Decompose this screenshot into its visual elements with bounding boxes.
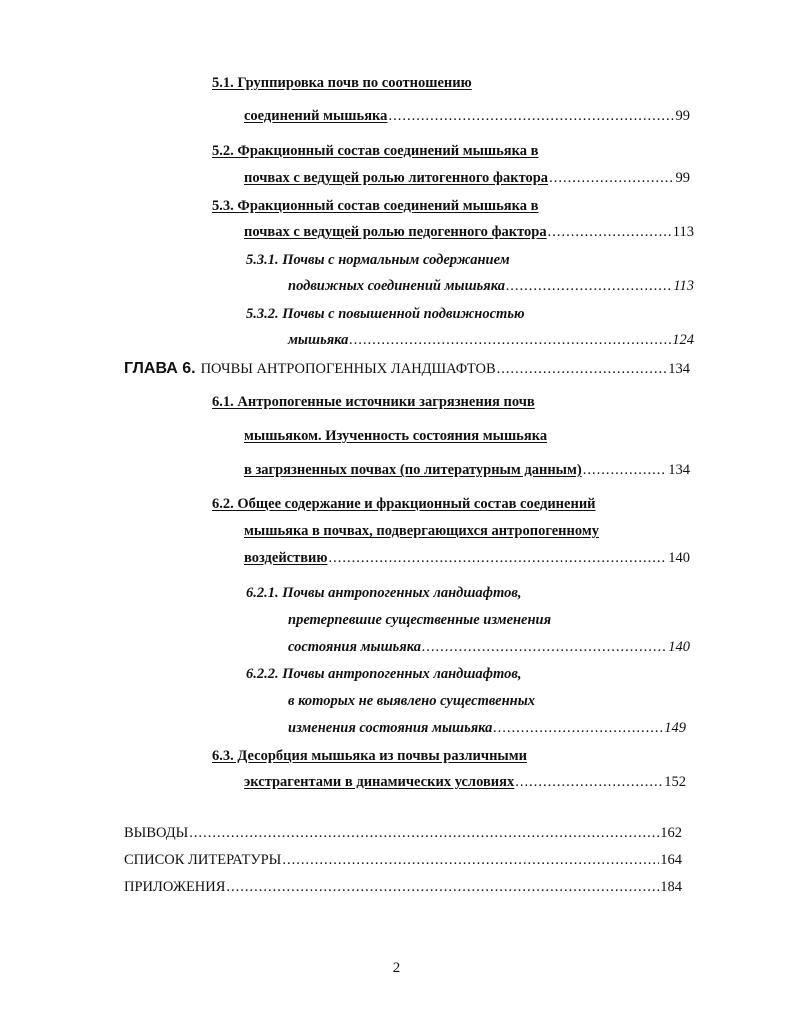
toc-entry-5-3[interactable]: [244, 223, 694, 241]
page-ref: 124: [672, 332, 694, 348]
leader-dots: [226, 878, 659, 896]
toc-6-1-line2: мышьяком. Изученность состояния мышьяка: [244, 428, 548, 444]
page-ref: 113: [673, 278, 694, 294]
toc-5-3-1-line1: 5.3.1. Почвы с нормальным содержанием: [246, 252, 510, 268]
toc-entry-6-3[interactable]: [244, 773, 686, 791]
page-ref: 134: [668, 462, 690, 478]
toc-entry-6-1[interactable]: [244, 461, 690, 479]
toc-6-2-line1: 6.2. Общее содержание и фракционный состав соединений: [212, 496, 596, 512]
toc-6-3-line2: экстрагентами в динамических условиях: [244, 774, 515, 790]
toc-6-1-line3: в загрязненных почвах (по литературным данным): [244, 462, 582, 478]
toc-entry-references[interactable]: [124, 851, 682, 869]
leader-dots: [506, 277, 672, 295]
toc-5-2-line2: почвах с ведущей ролью литогенного фактора: [244, 170, 549, 186]
toc-references-title: СПИСОК ЛИТЕРАТУРЫ: [124, 852, 282, 868]
toc-entry-5-3-2[interactable]: [288, 331, 694, 349]
page-ref: 113: [672, 224, 694, 240]
toc-5-3-2-line1: 5.3.2. Почвы с повышенной подвижностью: [246, 306, 525, 322]
chapter-title: ПОЧВЫ АНТРОПОГЕННЫХ ЛАНДШАФТОВ: [200, 361, 496, 377]
leader-dots: [282, 851, 659, 869]
page-ref: 162: [660, 825, 682, 841]
toc-5-3-1-line2: подвижных соединений мышьяка: [288, 278, 506, 294]
toc-5-3-line1: 5.3. Фракционный состав соединений мышьяка в: [212, 198, 539, 214]
toc-entry-5-2[interactable]: [244, 169, 690, 187]
toc-entry-5-1[interactable]: [244, 107, 690, 125]
page-ref: 140: [668, 639, 690, 655]
toc-entry-appendices[interactable]: [124, 878, 682, 896]
page-number: 2: [392, 960, 401, 976]
leader-dots: [349, 331, 671, 349]
leader-dots: [548, 223, 672, 241]
toc-entry-6-2[interactable]: [244, 549, 690, 567]
toc-6-2-line3: воздействию: [244, 550, 328, 566]
page-ref: 140: [668, 550, 690, 566]
toc-6-2-1-line3: состояния мышьяка: [288, 639, 421, 655]
toc-entry-5-3-1[interactable]: [288, 277, 694, 295]
toc-6-2-1-line1: 6.2.1. Почвы антропогенных ландшафтов,: [246, 585, 522, 601]
toc-5-3-line2: почвах с ведущей ролью педогенного фактора: [244, 224, 547, 240]
toc-conclusions-title: ВЫВОДЫ: [124, 825, 189, 841]
page-ref: 152: [664, 774, 686, 790]
page-ref: 134: [668, 361, 690, 377]
toc-6-2-2-line1: 6.2.2. Почвы антропогенных ландшафтов,: [246, 666, 522, 682]
chapter-label: ГЛАВА 6.: [124, 360, 196, 377]
page-ref: 149: [664, 720, 686, 736]
toc-6-2-1-line2: претерпевшие существенные изменения: [288, 612, 552, 628]
leader-dots: [189, 824, 659, 842]
page-ref: 99: [675, 108, 690, 124]
page-ref: 99: [675, 170, 690, 186]
toc-entry-chapter-6[interactable]: [124, 360, 690, 378]
toc-appendices-title: ПРИЛОЖЕНИЯ: [124, 879, 226, 895]
toc-5-1-line1: 5.1. Группировка почв по соотношению: [212, 75, 472, 91]
leader-dots: [583, 461, 668, 479]
toc-entry-6-2-1[interactable]: [288, 638, 690, 656]
leader-dots: [329, 549, 668, 567]
leader-dots: [493, 719, 663, 737]
leader-dots: [388, 107, 674, 125]
page-ref: 184: [660, 879, 682, 895]
toc-6-1-line1: 6.1. Антропогенные источники загрязнения почв: [212, 394, 535, 410]
page-ref: 164: [660, 852, 682, 868]
toc-6-2-2-line2: в которых не выявлено существенных: [288, 693, 536, 709]
leader-dots: [515, 773, 663, 791]
toc-5-3-2-line2: мышьяка: [288, 332, 349, 348]
toc-6-2-line2: мышьяка в почвах, подвергающихся антропогенному: [244, 523, 599, 539]
leader-dots: [549, 169, 674, 187]
leader-dots: [497, 360, 668, 378]
toc-entry-6-2-2[interactable]: [288, 719, 686, 737]
toc-6-2-2-line3: изменения состояния мышьяка: [288, 720, 493, 736]
leader-dots: [422, 638, 667, 656]
toc-entry-conclusions[interactable]: [124, 824, 682, 842]
toc-6-3-line1: 6.3. Десорбция мышьяка из почвы различными: [212, 748, 527, 764]
toc-5-2-line1: 5.2. Фракционный состав соединений мышьяка в: [212, 143, 539, 159]
toc-5-1-line2: соединений мышьяка: [244, 108, 388, 124]
